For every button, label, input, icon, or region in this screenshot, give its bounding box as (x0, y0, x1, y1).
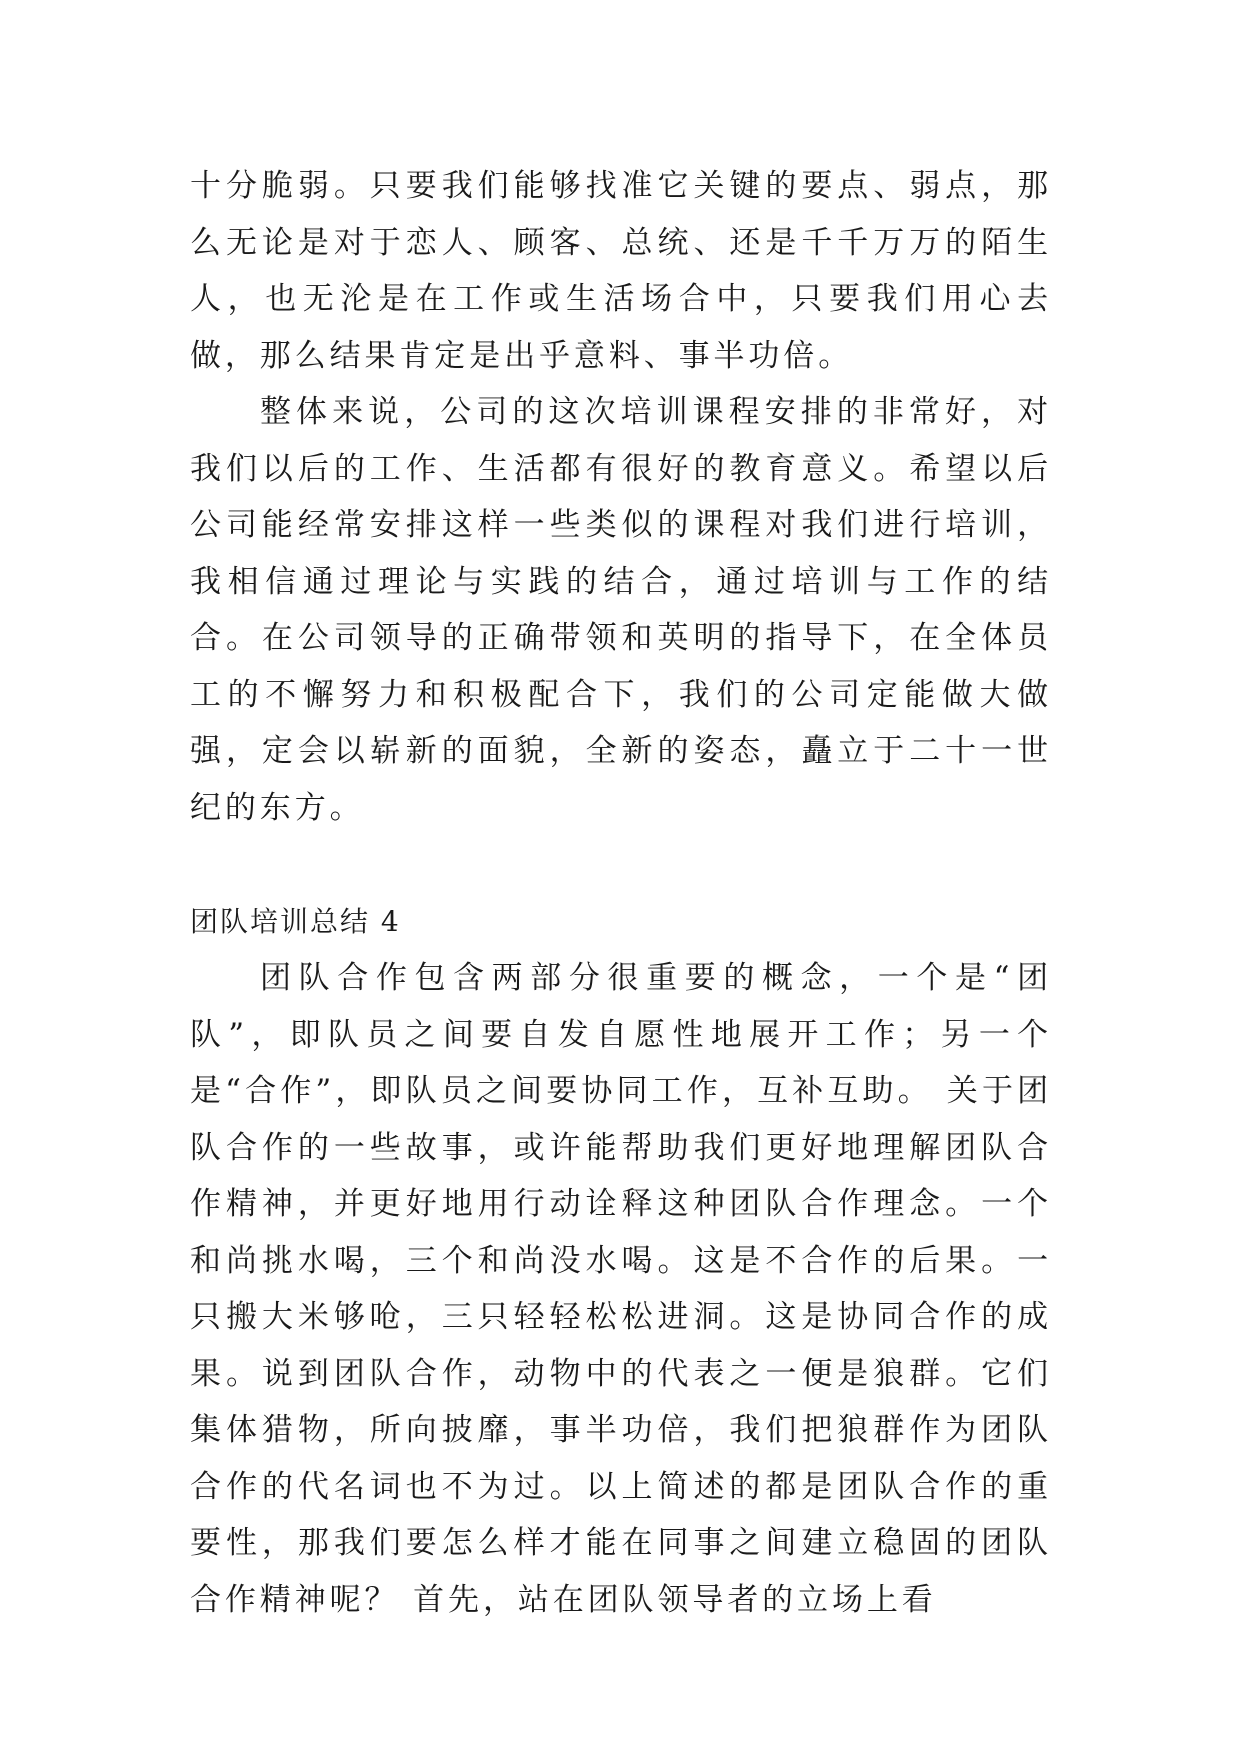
paragraph-summary: 整体来说，公司的这次培训课程安排的非常好，对我们以后的工作、生活都有很好的教育意义。希望以后公司能经常安排这样一些类似的课程对我们进行培训，我相信通过理论与实践的结合，通过培训与工作的结合。在公司领导的正确带领和英明的指导下，在全体员工的不懈努力和积极配合下，我们的公司定能做大做强，定会以崭新的面貌，全新的姿态，矗立于二十一世纪的东方。 (190, 394, 1052, 826)
document-page (190, 158, 1052, 1628)
paragraph-continuation: 十分脆弱。只要我们能够找准它关键的要点、弱点，那么无论是对于恋人、顾客、总统、还是千千万万的陌生人，也无沦是在工作或生活场合中，只要我们用心去做，那么结果肯定是出乎意料、事半功倍。 (190, 168, 1052, 374)
paragraph-team-cooperation: 团队合作包含两部分很重要的概念，一个是“团队”，即队员之间要自发自愿性地展开工作；另一个是“合作”，即队员之间要协同工作，互补互助。 关于团队合作的一些故事，或许能帮助我们更好地理解团队合作精神，并更好地用行动诠释这种团队合作理念。一个和尚挑水喝，三个和尚没水喝。这是不合作的后果。一只搬大米够呛，三只轻轻松松进洞。这是协同合作的成果。说到团队合作，动物中的代表之一便是狼群。它们集体猎物，所向披靡，事半功倍，我们把狼群作为团队合作的代名词也不为过。以上简述的都是团队合作的重要性，那我们要怎么样才能在同事之间建立稳固的团队合作精神呢？ 首先，站在团队领导者的立场上看 (190, 960, 1052, 1618)
section-title: 团队培训总结 4 (190, 905, 401, 938)
